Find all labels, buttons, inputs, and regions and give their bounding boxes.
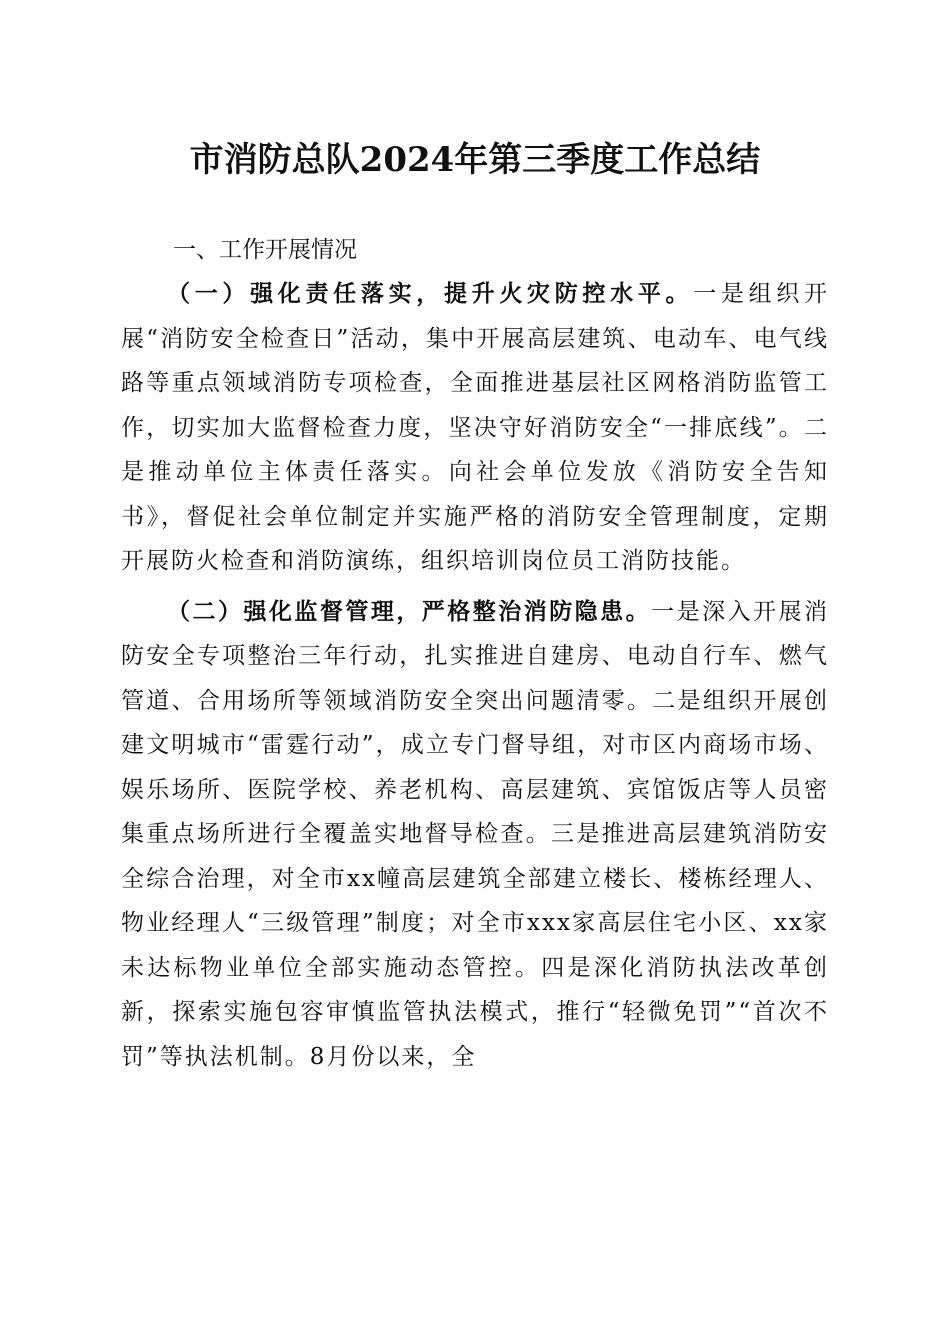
paragraph-1-lead: （一）强化责任落实，提升火灾防控水平。 <box>167 280 694 307</box>
document-page <box>121 130 829 1079</box>
paragraph-1-body: 一是组织开展“消防安全检查日”活动，集中开展高层建筑、电动车、电气线路等重点领域消防专项检查，全面推进基层社区网格消防监管工作，切实加大监督检查力度，坚决守好消防安全“一排底线”。二是推动单位主体责任落实。向社会单位发放《消防安全告知书》，督促社会单位制定并实施严格的消防安全管理制度，定期开展防火检查和消防演练，组织培训岗位员工消防技能。 <box>121 281 830 574</box>
paragraph-1 <box>121 272 829 584</box>
paragraph-2-lead: （二）强化监督管理，严格整治消防隐患。 <box>167 597 652 625</box>
document-title: 市消防总队2024年第三季度工作总结 <box>189 140 761 180</box>
paragraph-2-body: 一是深入开展消防安全专项整治三年行动，扎实推进自建房、电动自行车、燃气管道、合用场所等领域消防安全突出问题清零。二是组织开展创建文明城市“雷霆行动”，成立专门督导组，对市区内商场市场、娱乐场所、医院学校、养老机构、高层建筑、宾馆饭店等人员密集重点场所进行全覆盖实地督导检查。三是推进高层建筑消防安全综合治理，对全市xx幢高层建筑全部建立楼长、楼栋经理人、物业经理人“三级管理”制度；对全市xxx家高层住宅小区、xx家未达标物业单位全部实施动态管控。四是深化消防执法改革创新，探索实施包容审慎监管执法模式，推行“轻微免罚”“首次不罚”等执法机制。8月份以来，全 <box>121 598 830 1070</box>
paragraph-2 <box>121 590 829 1080</box>
section-heading: 一、工作开展情况 <box>173 237 357 263</box>
